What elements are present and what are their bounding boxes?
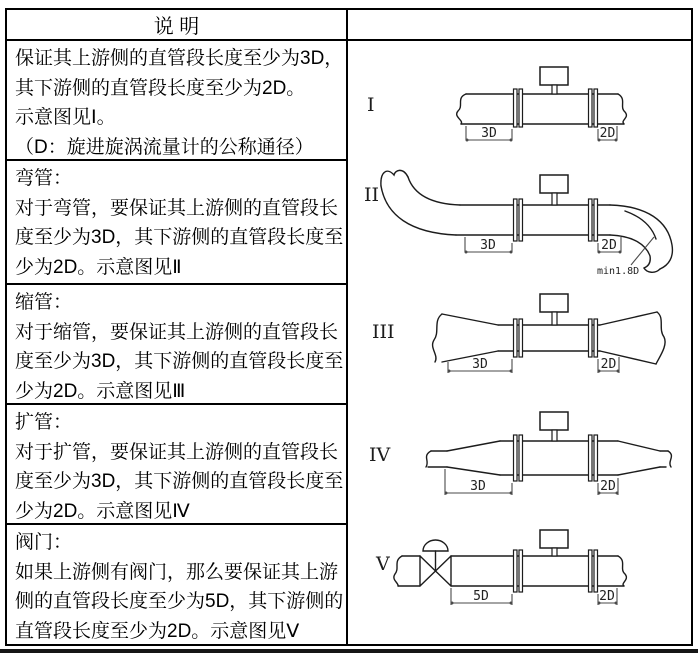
diagram-numeral: V: [376, 553, 390, 575]
spec-line: 缩管：: [15, 292, 73, 313]
diagram-II-figure: [348, 161, 691, 285]
spec-line: （D：旋进旋涡流量计的公称通径）: [15, 136, 314, 158]
diagram-numeral: IV: [369, 444, 391, 466]
spec-line: 少为2D。示意图见Ⅳ: [15, 500, 190, 522]
spec-row-valve: [7, 525, 346, 644]
spec-line: 度至少为3D，其下游侧的直管段长度至: [15, 351, 344, 372]
downstream-dimension-label: 2D: [600, 479, 616, 494]
diagram-numeral: I: [367, 94, 375, 116]
spec-line: 弯管：: [15, 168, 73, 189]
bend-note-label: min1.8D: [597, 266, 640, 277]
pipe-outline: [451, 556, 626, 586]
diagram-I-figure: [348, 41, 691, 161]
inlet-stub-pipe: [394, 556, 420, 586]
spec-column: [7, 41, 348, 644]
upstream-reducer-cone: [433, 314, 498, 362]
upstream-elbow: [381, 170, 460, 235]
pipe-break-icon: [394, 556, 402, 586]
pipe-break-icon: [656, 312, 665, 364]
spec-line: 侧的直管段长度至少为5D，其下游侧的: [15, 591, 344, 612]
flowmeter-display-icon: [540, 294, 568, 325]
spec-row-expander: [7, 405, 346, 525]
pipe-outline: [500, 441, 618, 475]
spec-line: 如果上游侧有阀门，那么要保证其上游: [15, 561, 339, 583]
flowmeter-display-icon: [540, 175, 568, 205]
downstream-dimension: [598, 588, 618, 605]
spec-row-reducer: [7, 285, 346, 405]
spec-line: 直管段长度至少为2D。示意图见Ⅴ: [15, 620, 300, 642]
downstream-dimension-label: 2D: [600, 357, 617, 372]
table-header-row: [7, 10, 691, 41]
spec-header-cell: [7, 10, 348, 39]
diagram-valve-upstream: [348, 525, 691, 644]
pipe-outline: [457, 94, 627, 124]
downstream-outlet-pipe: [618, 441, 671, 475]
downstream-dimension-label: 2D: [601, 238, 617, 253]
diagram-column: [348, 41, 691, 644]
spec-line: 度至少为3D，其下游侧的直管段长度至: [15, 471, 344, 492]
spec-line: 对于弯管，要保证其上游侧的直管段长: [15, 197, 339, 219]
pipe-break-icon: [618, 94, 626, 124]
diagram-reducer-pipe: [348, 285, 691, 405]
pipe-break-icon: [618, 556, 626, 586]
spec-line: 保证其上游侧的直管段长度至少为3D，: [15, 48, 344, 69]
valve-handle-icon: [423, 540, 448, 551]
pipe-break-icon: [457, 94, 466, 124]
diagram-numeral: III: [372, 321, 395, 343]
upstream-inlet-pipe: [426, 441, 500, 475]
downstream-dimension-label: 2D: [599, 126, 616, 141]
diagram-V-figure: [348, 525, 691, 644]
downstream-dimension: [598, 237, 622, 254]
downstream-dimension-label: 2D: [599, 589, 615, 604]
spec-row-straight: [7, 41, 346, 161]
diagram-header-cell: [348, 10, 691, 39]
spec-line: 对于扩管，要保证其上游侧的直管段长: [15, 441, 339, 463]
downstream-dimension: [598, 126, 618, 142]
flowmeter-display-icon: [540, 530, 568, 556]
spec-line: 示意图见Ⅰ。: [15, 107, 116, 128]
downstream-dimension: [598, 478, 619, 495]
spec-table: [5, 8, 693, 646]
upstream-dimension-label: 3D: [480, 238, 496, 253]
spec-header-title: 说 明: [153, 16, 200, 38]
pipe-break-icon: [381, 170, 408, 186]
diagram-expander-pipe: [348, 405, 691, 525]
bottom-divider: [0, 649, 698, 653]
diagram-straight-pipe: [348, 41, 691, 161]
upstream-dimension: [465, 237, 513, 254]
spec-line: 对于缩管，要保证其上游侧的直管段长: [15, 321, 339, 343]
upstream-dimension-label: 5D: [473, 589, 489, 604]
spec-line: 少为2D。示意图见Ⅱ: [15, 256, 182, 278]
pipe-break-icon: [433, 314, 442, 362]
pipe-break-icon: [426, 451, 431, 467]
flowmeter-display-icon: [540, 412, 568, 441]
diagram-IV-figure: [348, 405, 691, 525]
upstream-flange-icon: [514, 435, 523, 481]
pipe-break-icon: [668, 451, 671, 467]
diagram-numeral: II: [364, 184, 380, 206]
upstream-dimension-label: 3D: [472, 357, 488, 372]
pipe-outline: [456, 205, 610, 235]
spec-line: 阀门：: [15, 532, 73, 553]
downstream-elbow: [610, 205, 672, 272]
spec-row-bend: [7, 161, 346, 285]
downstream-dimension: [598, 357, 620, 373]
upstream-dimension-label: 3D: [470, 479, 486, 494]
diagram-bend-pipe: [348, 161, 691, 285]
spec-line: 少为2D。示意图见Ⅲ: [15, 380, 186, 402]
upstream-dimension: [445, 469, 513, 495]
spec-line: 其下游侧的直管段长度至少为2D。: [15, 77, 306, 99]
upstream-dimension: [466, 126, 513, 142]
upstream-dimension: [451, 588, 513, 605]
spec-line: 扩管：: [15, 412, 73, 433]
flowmeter-display-icon: [540, 67, 568, 94]
diagram-III-figure: [348, 285, 691, 405]
valve-icon: [420, 540, 451, 586]
downstream-flange-icon: [589, 435, 598, 481]
upstream-dimension-label: 3D: [481, 126, 497, 141]
table-body: [7, 41, 691, 644]
spec-line: 度至少为3D，其下游侧的直管段长度至: [15, 227, 344, 248]
